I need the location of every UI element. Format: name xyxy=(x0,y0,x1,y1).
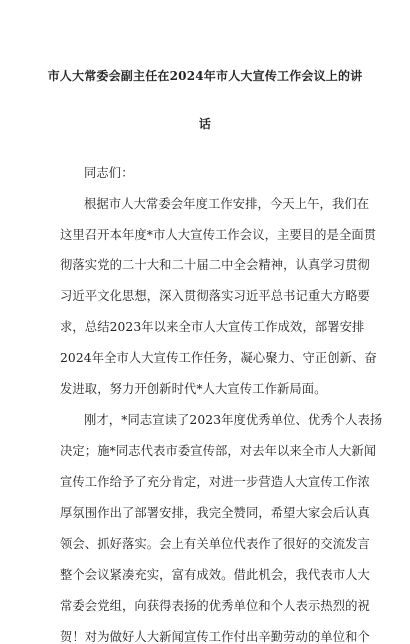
paragraph-1-line-7: 发进取，努力开创新时代*人大宣传工作新局面。 xyxy=(60,382,327,396)
paragraph-1-line-6: 2024年全市人大宣传工作任务，凝心聚力、守正创新、奋 xyxy=(60,351,377,365)
paragraph-1-line-5: 求，总结2023年以来全市人大宣传工作成效，部署安排 xyxy=(60,320,365,334)
paragraph-1-line-2: 这里召开本年度*市人大宣传工作会议，主要目的是全面贯 xyxy=(60,228,377,242)
paragraph-2-line-1: 刚才，*同志宣读了2023年度优秀单位、优秀个人表扬 xyxy=(84,413,383,427)
document-title-line-2: 话 xyxy=(198,117,212,131)
paragraph-1-line-4: 习近平文化思想，深入贯彻落实习近平总书记重大方略要 xyxy=(60,289,370,303)
paragraph-2-line-2: 决定；施*同志代表市委宣传部，对去年以来全市人大新闻 xyxy=(60,444,377,458)
salutation: 同志们： xyxy=(84,166,134,180)
paragraph-2-line-6: 整个会议紧凑充实，富有成效。借此机会，我代表市人大 xyxy=(60,568,370,582)
paragraph-2-line-3: 宣传工作给予了充分肯定，对进一步营造人大宣传工作浓 xyxy=(60,475,370,489)
paragraph-2-line-4: 厚氛围作出了部署安排，我完全赞同，希望大家会后认真 xyxy=(60,506,370,520)
paragraph-1-line-1: 根据市人大常委会年度工作安排，今天上午，我们在 xyxy=(84,197,370,211)
paragraph-2-line-7: 常委会党组，向获得表扬的优秀单位和个人表示热烈的祝 xyxy=(60,599,370,613)
paragraph-1-line-3: 彻落实党的二十大和二十届二中全会精神，认真学习贯彻 xyxy=(60,258,370,272)
paragraph-2-line-8: 贺！对为做好人大新闻宣传工作付出辛勤劳动的单位和个 xyxy=(60,630,370,644)
paragraph-2-line-5: 领会、抓好落实。会上有关单位代表作了很好的交流发言 xyxy=(60,537,370,551)
document-title-line-1: 市人大常委会副主任在2024年市人大宣传工作会议上的讲 xyxy=(47,69,363,83)
